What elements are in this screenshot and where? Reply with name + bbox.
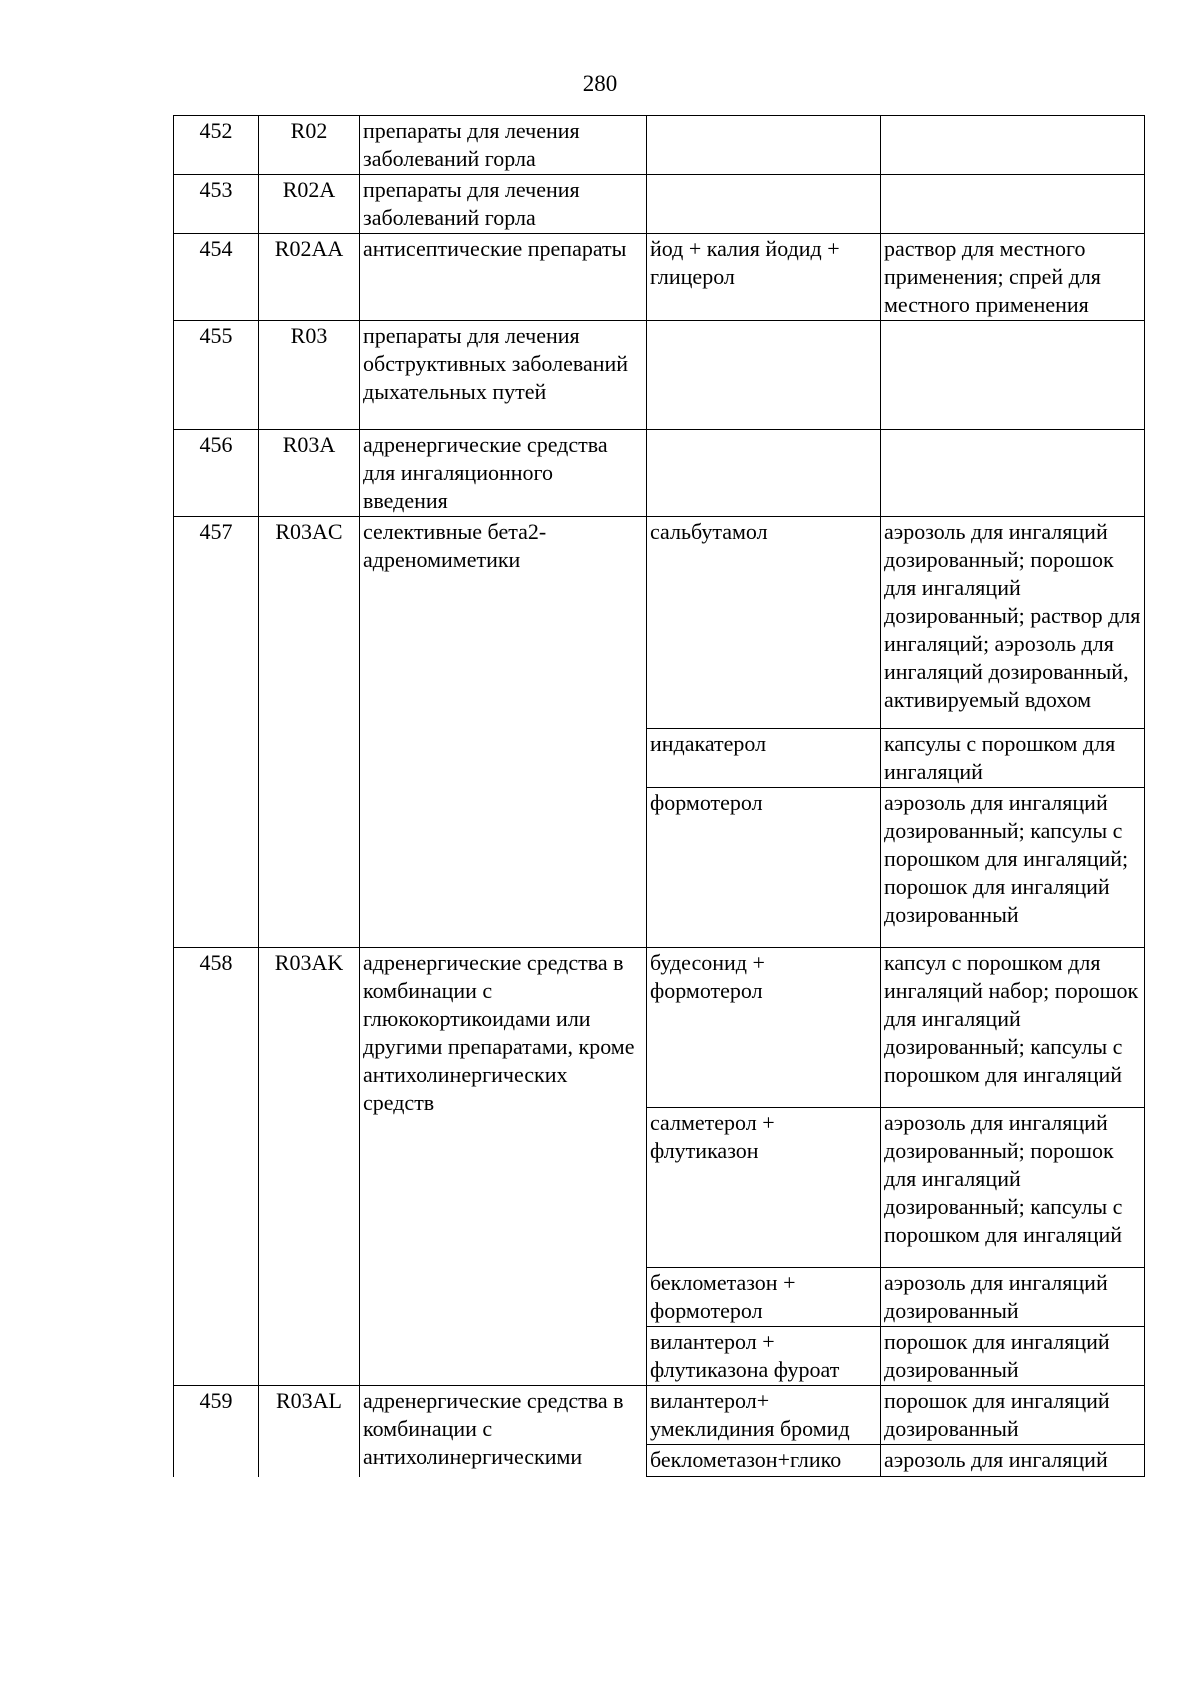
row-number-cell: 455	[174, 321, 259, 430]
drug-name-cell: индакатерол	[647, 729, 881, 788]
atc-code-cell: R03AK	[259, 948, 360, 1386]
drug-table	[173, 115, 1145, 1477]
table-row	[174, 1386, 1145, 1445]
group-name-cell: селективные бета2-адреномиметики	[360, 517, 647, 948]
group-name-cell: препараты для лечения обструктивных заболеваний дыхательных путей	[360, 321, 647, 430]
drug-name-cell: будесонид + формотерол	[647, 948, 881, 1108]
drug-name-cell: вилантерол + флутиказона фуроат	[647, 1327, 881, 1386]
dosage-form-cell	[881, 321, 1145, 430]
drug-table-body	[174, 116, 1145, 1477]
table-row	[174, 430, 1145, 517]
atc-code-cell: R03AL	[259, 1386, 360, 1477]
drug-name-cell	[647, 321, 881, 430]
row-number-cell: 453	[174, 175, 259, 234]
drug-name-cell	[647, 116, 881, 175]
atc-code-cell: R03A	[259, 430, 360, 517]
row-number-cell: 454	[174, 234, 259, 321]
drug-name-cell	[647, 430, 881, 517]
table-row	[174, 321, 1145, 430]
table-row	[174, 517, 1145, 729]
dosage-form-cell	[881, 175, 1145, 234]
drug-name-cell	[647, 175, 881, 234]
dosage-form-cell: капсулы с порошком для ингаляций	[881, 729, 1145, 788]
dosage-form-cell: капсул с порошком для ингаляций набор; порошок для ингаляций дозированный; капсулы с порошком для ингаляций	[881, 948, 1145, 1108]
drug-name-cell: салметерол + флутиказон	[647, 1108, 881, 1268]
group-name-cell: адренергические средства в комбинации с антихолинергическими	[360, 1386, 647, 1477]
page-number: 280	[582, 71, 618, 96]
table-row	[174, 116, 1145, 175]
dosage-form-cell: порошок для ингаляций дозированный	[881, 1327, 1145, 1386]
atc-code-cell: R02A	[259, 175, 360, 234]
dosage-form-cell: аэрозоль для ингаляций дозированный; капсулы с порошком для ингаляций; порошок для ингаляций дозированный	[881, 788, 1145, 948]
dosage-form-cell: порошок для ингаляций дозированный	[881, 1386, 1145, 1445]
group-name-cell: адренергические средства в комбинации с глюкокортикоидами или другими препаратами, кроме антихолинергических средств	[360, 948, 647, 1386]
drug-name-cell: вилантерол+ умеклидиния бромид	[647, 1386, 881, 1445]
dosage-form-cell	[881, 116, 1145, 175]
drug-name-cell: формотерол	[647, 788, 881, 948]
drug-name-cell: йод + калия йодид + глицерол	[647, 234, 881, 321]
dosage-form-cell: аэрозоль для ингаляций дозированный	[881, 1268, 1145, 1327]
atc-code-cell: R03	[259, 321, 360, 430]
group-name-cell: препараты для лечения заболеваний горла	[360, 175, 647, 234]
group-name-cell: антисептические препараты	[360, 234, 647, 321]
row-number-cell: 459	[174, 1386, 259, 1477]
atc-code-cell: R02	[259, 116, 360, 175]
atc-code-cell: R02AA	[259, 234, 360, 321]
table-row	[174, 948, 1145, 1108]
atc-code-cell: R03AC	[259, 517, 360, 948]
row-number-cell: 458	[174, 948, 259, 1386]
dosage-form-cell: аэрозоль для ингаляций	[881, 1445, 1145, 1477]
drug-name-cell: беклометазон + формотерол	[647, 1268, 881, 1327]
dosage-form-cell: раствор для местного применения; спрей для местного применения	[881, 234, 1145, 321]
table-row	[174, 175, 1145, 234]
group-name-cell: адренергические средства для ингаляционного введения	[360, 430, 647, 517]
drug-name-cell: беклометазон+глико	[647, 1445, 881, 1477]
table-row	[174, 234, 1145, 321]
drug-name-cell: сальбутамол	[647, 517, 881, 729]
dosage-form-cell	[881, 430, 1145, 517]
dosage-form-cell: аэрозоль для ингаляций дозированный; порошок для ингаляций дозированный; раствор для ингаляций; аэрозоль для ингаляций дозированный, активируемый вдохом	[881, 517, 1145, 729]
group-name-cell: препараты для лечения заболеваний горла	[360, 116, 647, 175]
row-number-cell: 457	[174, 517, 259, 948]
row-number-cell: 456	[174, 430, 259, 517]
dosage-form-cell: аэрозоль для ингаляций дозированный; порошок для ингаляций дозированный; капсулы с порошком для ингаляций	[881, 1108, 1145, 1268]
row-number-cell: 452	[174, 116, 259, 175]
